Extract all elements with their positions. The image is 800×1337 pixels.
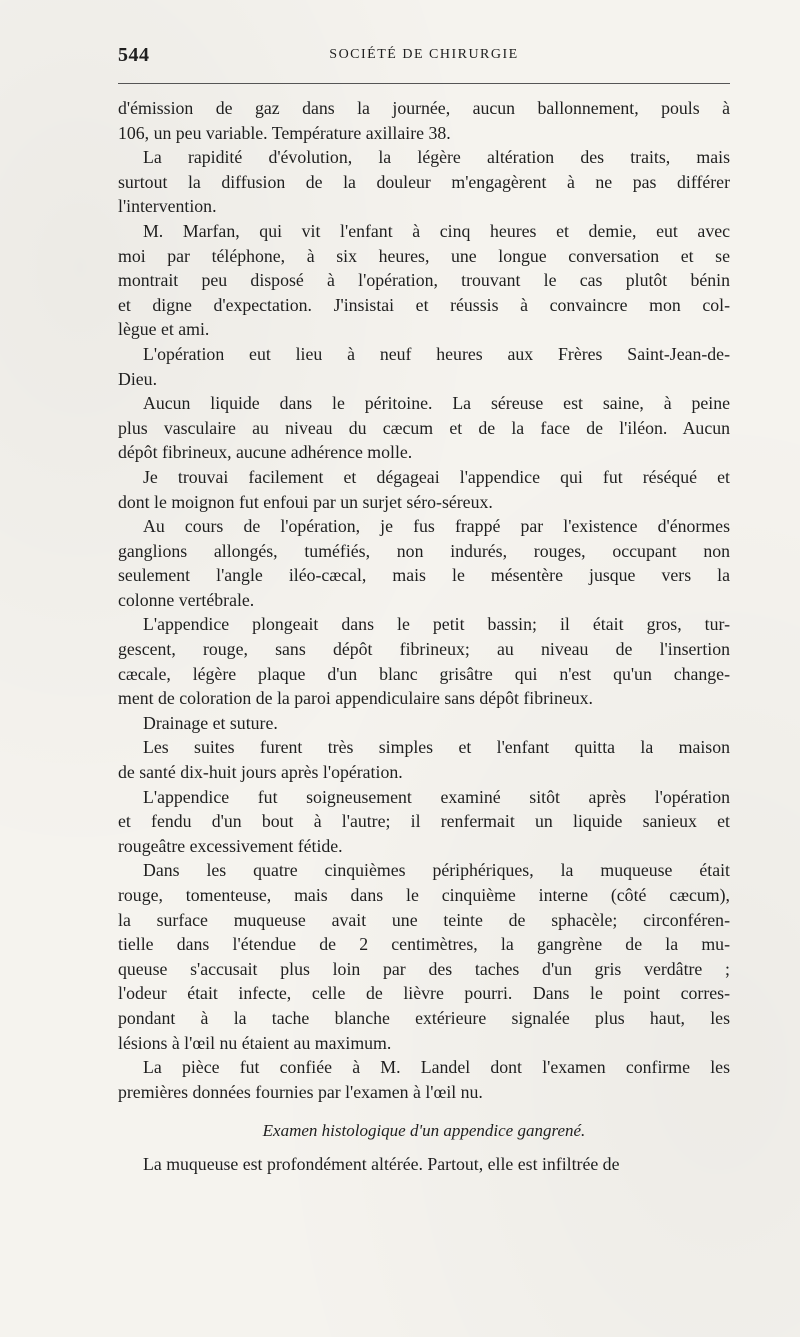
text-line: La muqueuse est profondément altérée. Partout, elle est infiltrée de: [143, 1154, 620, 1175]
text-line: l'odeur était infecte, celle de lièvre pourri. Dans le point corres-: [118, 983, 730, 1004]
text-line: tielle dans l'étendue de 2 centimètres, la gangrène de la mu-: [118, 934, 730, 955]
text-line: la surface muqueuse avait une teinte de sphacèle; circonféren-: [118, 909, 730, 930]
text-line: seulement l'angle iléo-cæcal, mais le mésentère jusque vers la: [118, 565, 730, 586]
text-line: dépôt fibrineux, aucune adhérence molle.: [118, 442, 413, 463]
text-line: ganglions allongés, tuméfiés, non indurés, rouges, occupant non: [118, 540, 730, 561]
text-line: Dieu.: [118, 368, 158, 389]
section-title: Examen histologique d'un appendice gangrené.: [262, 1121, 586, 1141]
text-line: dont le moignon fut enfoui par un surjet séro-séreux.: [118, 491, 493, 512]
text-line: surtout la diffusion de la douleur m'engagèrent à ne pas différer: [118, 171, 730, 192]
text-line: d'émission de gaz dans la journée, aucun ballonnement, pouls à: [118, 98, 730, 118]
text-line: La pièce fut confiée à M. Landel dont l'examen confirme les: [143, 1057, 730, 1078]
text-line: L'opération eut lieu à neuf heures aux Frères Saint-Jean-de-: [143, 343, 730, 364]
body-text: [118, 96, 730, 1177]
text-line: queuse s'accusait plus loin par des taches d'un gris verdâtre ;: [118, 958, 730, 979]
text-line: et fendu d'un bout à l'autre; il renfermait un liquide sanieux et: [118, 811, 730, 832]
text-line: L'appendice plongeait dans le petit bassin; il était gros, tur-: [143, 614, 730, 635]
text-line: Drainage et suture.: [143, 712, 278, 733]
text-line: plus vasculaire au niveau du cæcum et de la face de l'iléon. Aucun: [118, 417, 730, 438]
text-line: M. Marfan, qui vit l'enfant à cinq heures et demie, eut avec: [143, 220, 730, 241]
text-line: de santé dix-huit jours après l'opération.: [118, 762, 403, 783]
text-line: colonne vertébrale.: [118, 589, 255, 610]
text-line: et digne d'expectation. J'insistai et réussis à convaincre mon col-: [118, 294, 730, 315]
header-rule: [118, 83, 730, 84]
text-line: L'appendice fut soigneusement examiné sitôt après l'opération: [143, 786, 730, 807]
text-line: Aucun liquide dans le péritoine. La séreuse est saine, à peine: [143, 393, 730, 414]
text-line: cæcale, légère plaque d'un blanc grisâtre qui n'est qu'un change-: [118, 663, 730, 684]
text-line: Au cours de l'opération, je fus frappé par l'existence d'énormes: [143, 516, 730, 537]
page-header: [118, 44, 730, 70]
text-line: lègue et ami.: [118, 319, 210, 340]
text-line: pondant à la tache blanche extérieure signalée plus haut, les: [118, 1007, 730, 1028]
text-line: 106, un peu variable. Température axillaire 38.: [118, 122, 451, 143]
text-line: premières données fournies par l'examen à l'œil nu.: [118, 1081, 483, 1102]
text-line: gescent, rouge, sans dépôt fibrineux; au niveau de l'insertion: [118, 639, 730, 660]
text-line: La rapidité d'évolution, la légère altération des traits, mais: [143, 147, 730, 168]
text-line: rougeâtre excessivement fétide.: [118, 835, 343, 856]
text-line: l'intervention.: [118, 196, 217, 217]
text-line: Les suites furent très simples et l'enfant quitta la maison: [143, 737, 730, 758]
running-title: SOCIÉTÉ DE CHIRURGIE: [329, 47, 519, 62]
text-line: Dans les quatre cinquièmes périphériques, la muqueuse était: [143, 860, 730, 881]
text-line: montrait peu disposé à l'opération, trouvant le cas plutôt bénin: [118, 270, 730, 291]
text-line: moi par téléphone, à six heures, une longue conversation et se: [118, 245, 730, 266]
text-line: Je trouvai facilement et dégageai l'appendice qui fut réséqué et: [143, 466, 730, 487]
text-line: ment de coloration de la paroi appendiculaire sans dépôt fibrineux.: [118, 688, 593, 709]
text-line: lésions à l'œil nu étaient au maximum.: [118, 1032, 392, 1053]
page-number: 544: [118, 44, 150, 66]
text-line: rouge, tomenteuse, mais dans le cinquième interne (côté cæcum),: [118, 885, 730, 905]
